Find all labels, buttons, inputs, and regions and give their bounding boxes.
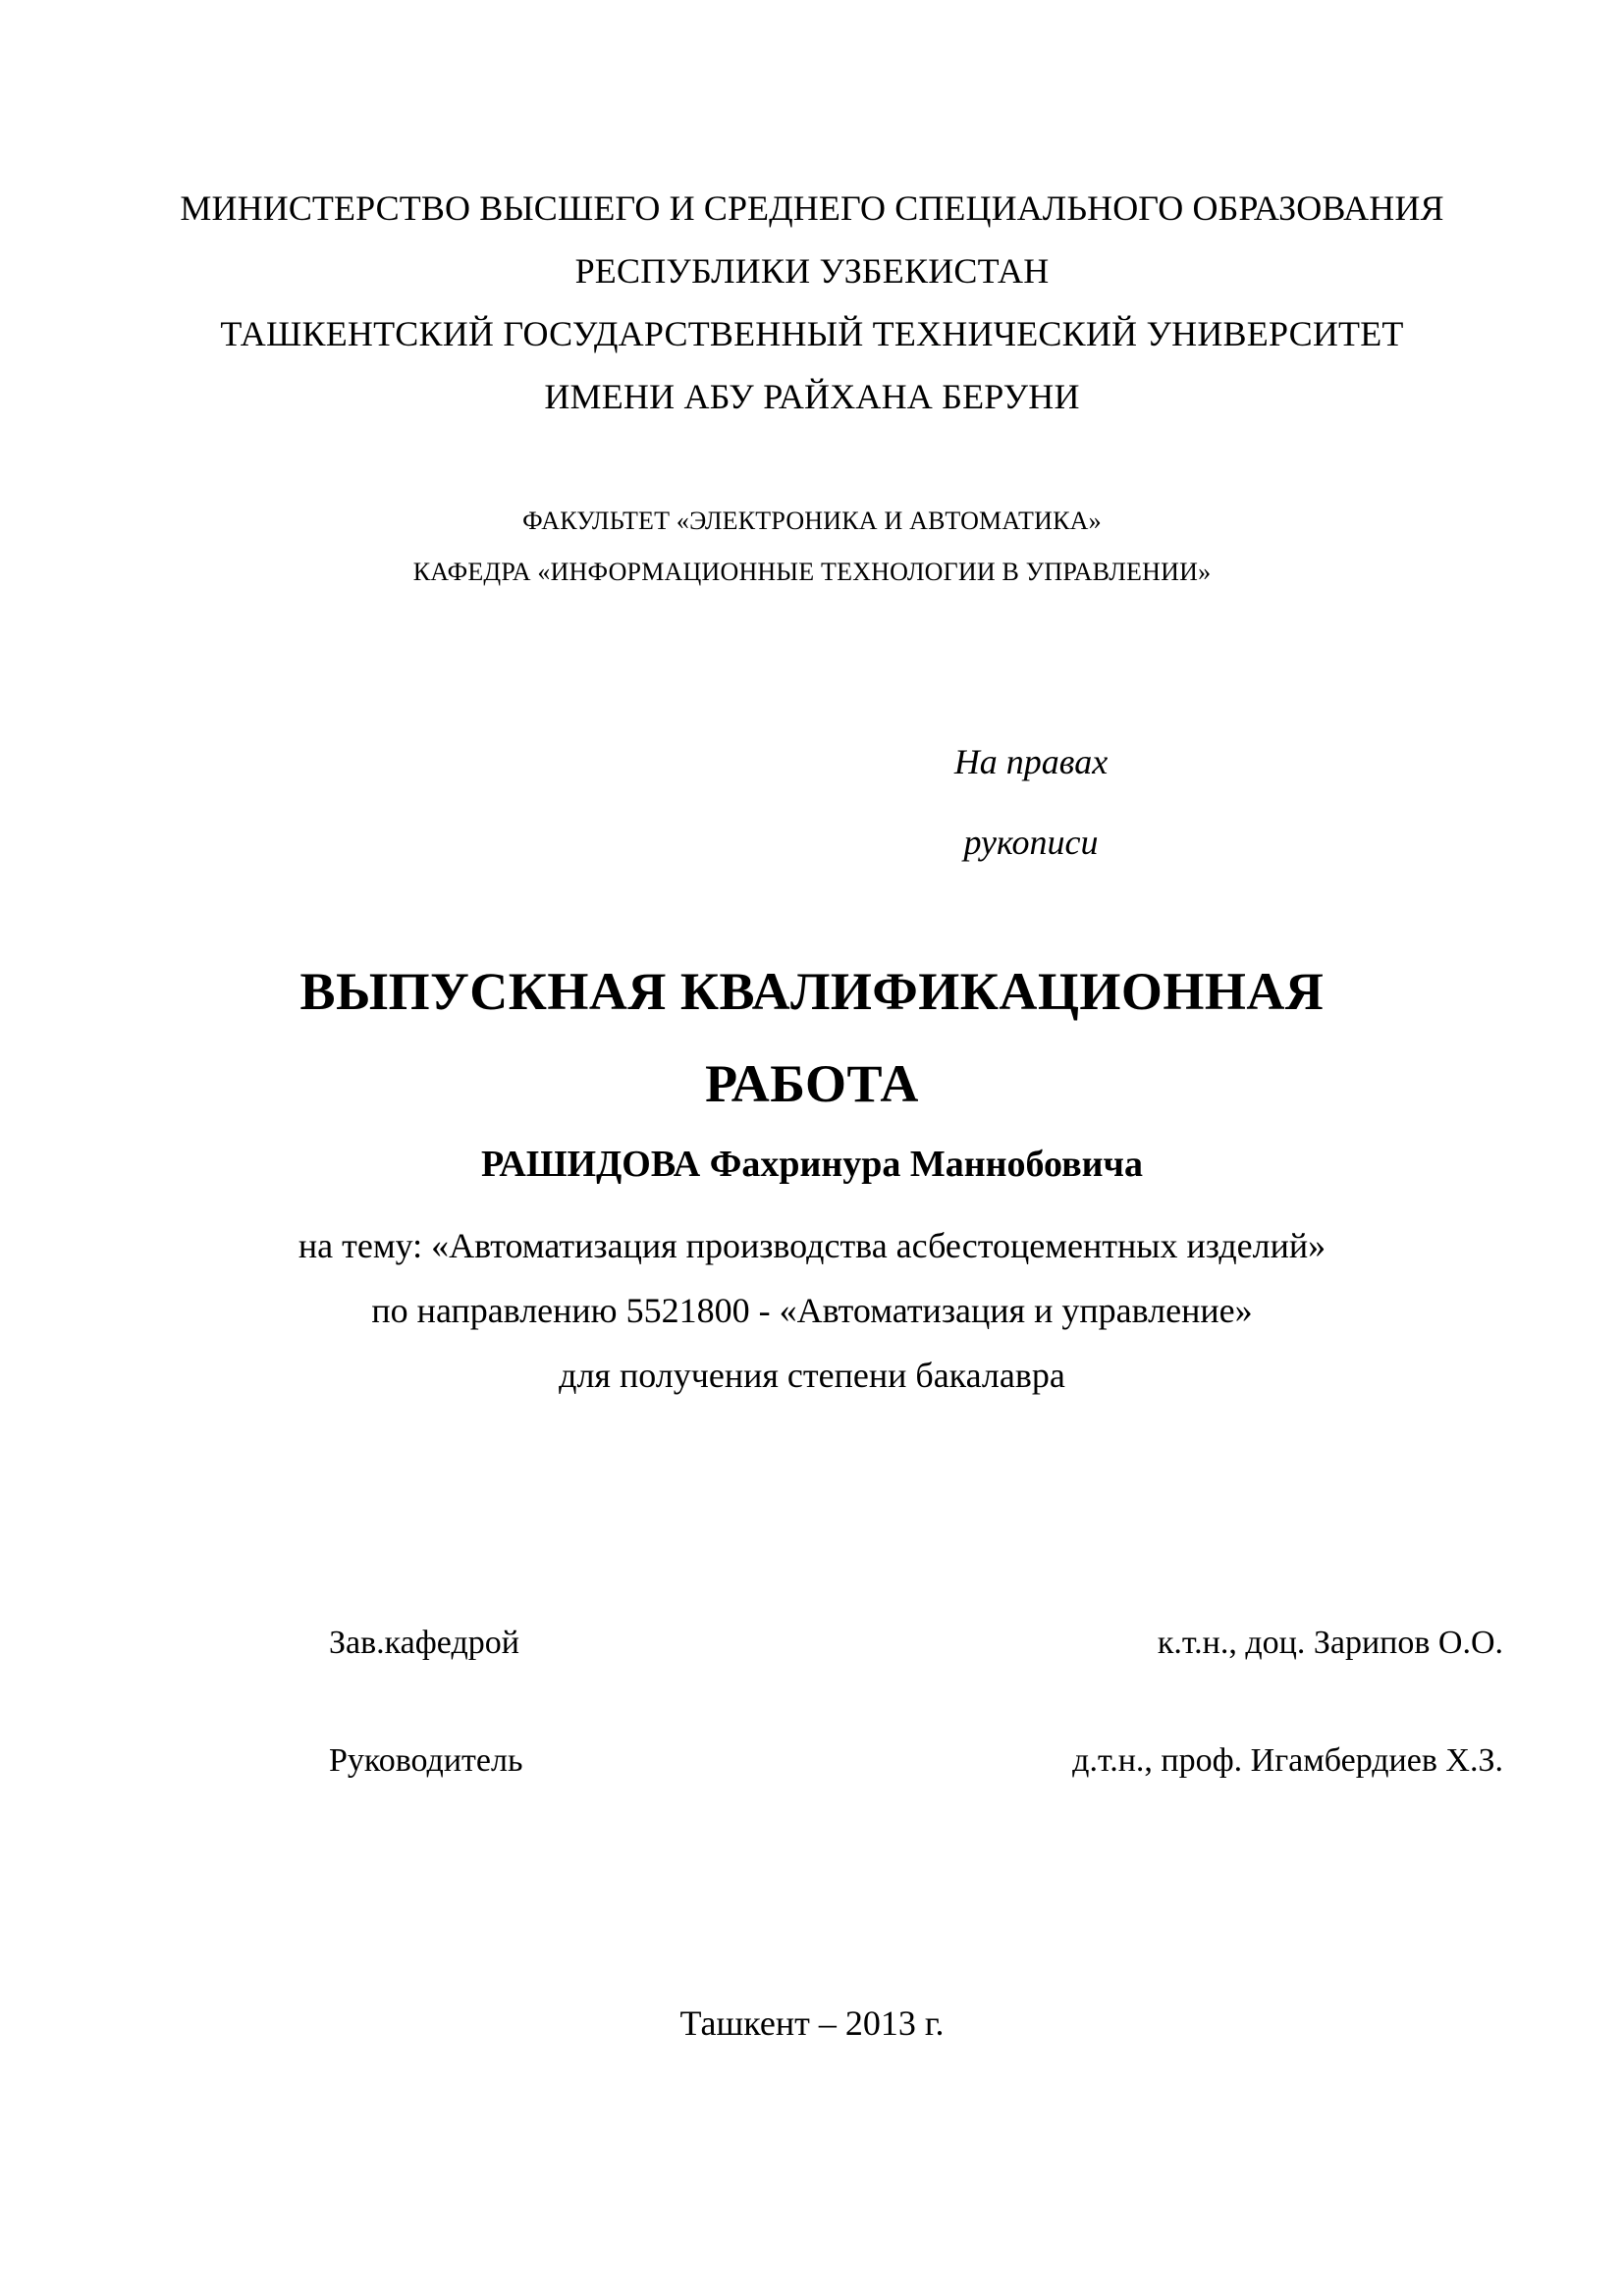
manuscript-rights-note — [687, 721, 1375, 882]
manuscript-note-line-1: На правах — [953, 742, 1109, 781]
page-title — [137, 945, 1487, 1130]
university-line-2: ИМЕНИ АБУ РАЙХАНА БЕРУНИ — [544, 377, 1080, 416]
footer-place-year-text: Ташкент – 2013 г. — [679, 2003, 945, 2043]
ministry-line-2: РЕСПУБЛИКИ УЗБЕКИСТАН — [574, 251, 1050, 291]
faculty-department-block — [137, 496, 1487, 598]
signature-row-supervisor — [329, 1742, 1503, 1780]
author-name-text: РАШИДОВА Фахринура Маннобовича — [481, 1144, 1143, 1185]
signature-role-supervisor: Руководитель — [329, 1742, 523, 1779]
signature-role-head-of-chair: Зав.кафедрой — [329, 1625, 519, 1661]
manuscript-note-line-2: рукописи — [963, 823, 1099, 862]
ministry-header — [137, 177, 1487, 428]
degree-line: для получения степени бакалавра — [559, 1356, 1065, 1395]
signature-row-head-of-chair — [329, 1625, 1503, 1662]
footer-place-year — [137, 1997, 1487, 2050]
ministry-line-1: МИНИСТЕРСТВО ВЫСШЕГО И СРЕДНЕГО СПЕЦИАЛЬНОГО ОБРАЗОВАНИЯ — [180, 188, 1444, 228]
signature-block — [329, 1625, 1503, 1780]
university-line-1: ТАШКЕНТСКИЙ ГОСУДАРСТВЕННЫЙ ТЕХНИЧЕСКИЙ УНИВЕРСИТЕТ — [220, 314, 1404, 353]
signature-person-head-of-chair: к.т.н., доц. Зарипов О.О. — [1157, 1625, 1503, 1661]
subject-block — [137, 1213, 1487, 1408]
faculty-line: ФАКУЛЬТЕТ «ЭЛЕКТРОНИКА И АВТОМАТИКА» — [522, 507, 1102, 535]
page-title-line-2: РАБОТА — [705, 1054, 919, 1113]
page-title-line-1: ВЫПУСКНАЯ КВАЛИФИКАЦИОННАЯ — [299, 962, 1325, 1021]
thesis-topic-line: на тему: «Автоматизация производства асбестоцементных изделий» — [298, 1226, 1326, 1265]
study-direction-line: по направлению 5521800 - «Автоматизация и управление» — [371, 1291, 1253, 1330]
chair-line: КАФЕДРА «ИНФОРМАЦИОННЫЕ ТЕХНОЛОГИИ В УПРАВЛЕНИИ» — [412, 558, 1212, 586]
author-name — [137, 1138, 1487, 1191]
signature-person-supervisor: д.т.н., проф. Игамбердиев Х.З. — [1072, 1742, 1503, 1779]
